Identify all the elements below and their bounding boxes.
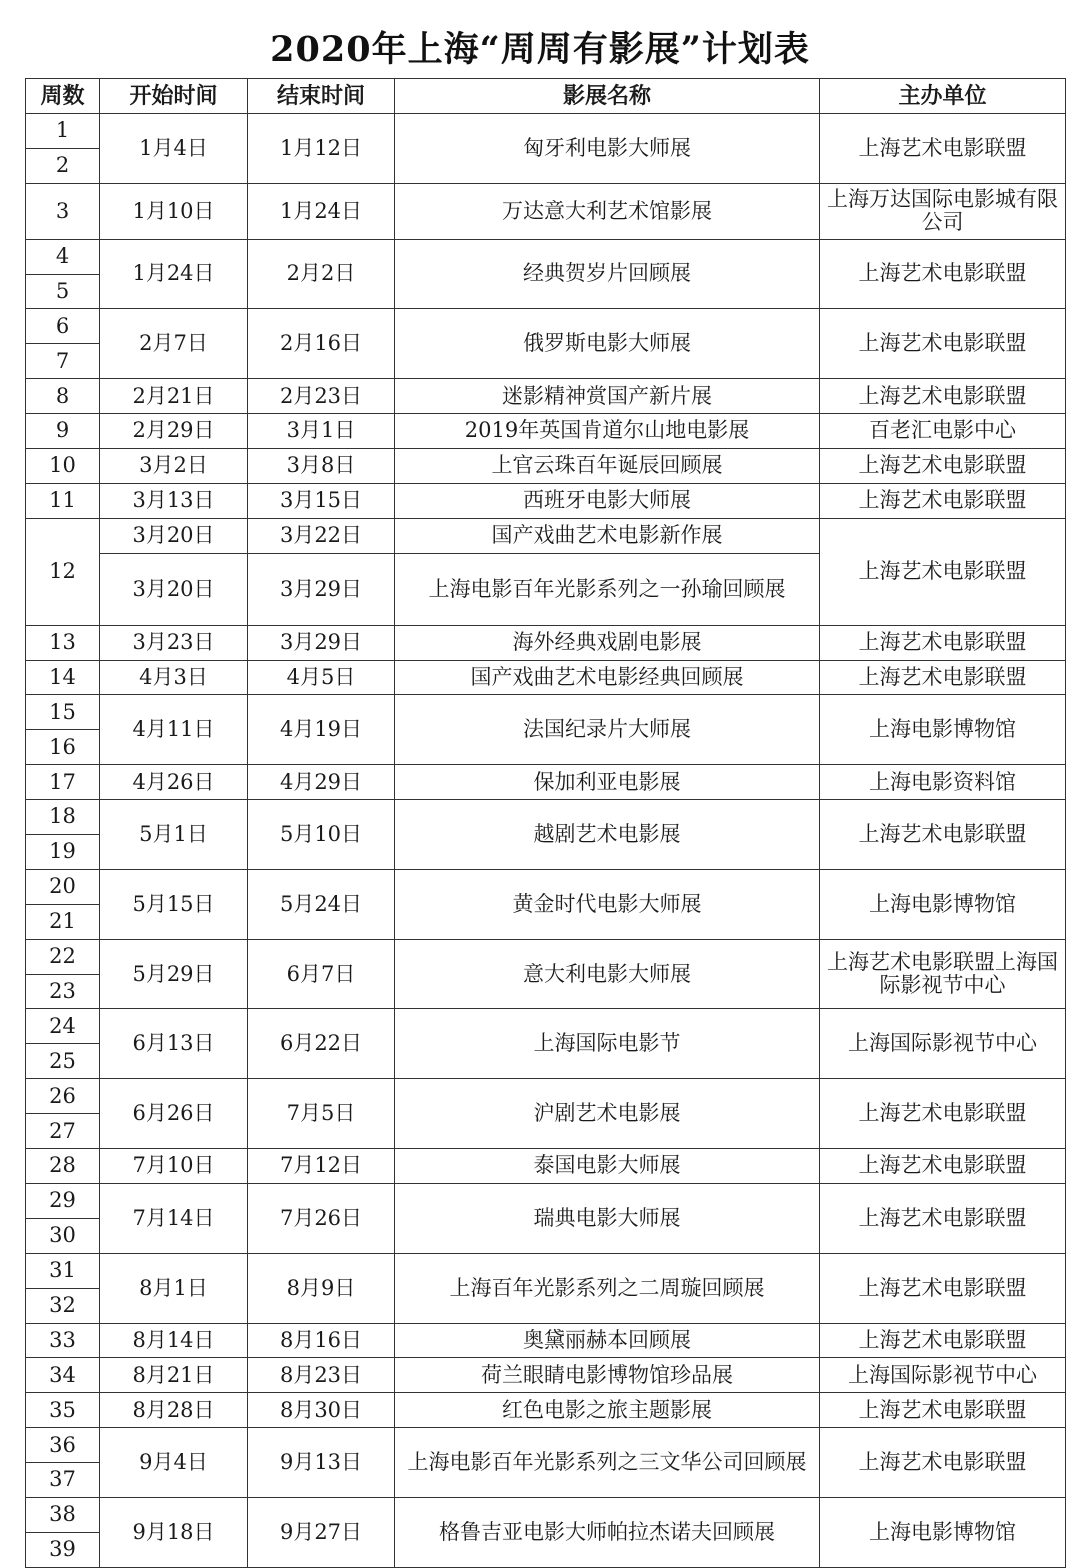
end-cell: 8月9日 bbox=[248, 1253, 395, 1323]
week-cell: 14 bbox=[26, 660, 100, 695]
end-cell: 2月2日 bbox=[248, 239, 395, 309]
week-cell: 13 bbox=[26, 625, 100, 660]
week-cell: 29 bbox=[26, 1183, 100, 1218]
organizer-cell: 上海艺术电影联盟 bbox=[820, 449, 1066, 484]
page-title: 2020年上海“周周有影展”计划表 bbox=[270, 29, 810, 70]
week-cell: 6 bbox=[26, 309, 100, 344]
table-row bbox=[26, 695, 1066, 730]
start-cell: 9月4日 bbox=[100, 1428, 248, 1498]
festival-name-cell: 上海国际电影节 bbox=[395, 1009, 820, 1079]
organizer-cell: 上海艺术电影联盟 bbox=[820, 483, 1066, 518]
start-cell: 7月14日 bbox=[100, 1183, 248, 1253]
week-cell: 17 bbox=[26, 765, 100, 800]
schedule-table bbox=[25, 78, 1066, 1568]
start-cell: 2月7日 bbox=[100, 309, 248, 379]
festival-name-cell: 国产戏曲艺术电影新作展 bbox=[395, 518, 820, 553]
end-cell: 1月24日 bbox=[248, 183, 395, 239]
week-cell: 7 bbox=[26, 344, 100, 379]
end-cell: 7月5日 bbox=[248, 1079, 395, 1149]
festival-name-cell: 上海百年光影系列之二周璇回顾展 bbox=[395, 1253, 820, 1323]
week-cell: 26 bbox=[26, 1079, 100, 1114]
festival-name-cell: 瑞典电影大师展 bbox=[395, 1183, 820, 1253]
festival-name-cell: 保加利亚电影展 bbox=[395, 765, 820, 800]
week-cell: 12 bbox=[26, 518, 100, 625]
start-cell: 5月29日 bbox=[100, 939, 248, 1009]
organizer-cell: 百老汇电影中心 bbox=[820, 414, 1066, 449]
start-cell: 8月28日 bbox=[100, 1393, 248, 1428]
header-week: 周数 bbox=[26, 79, 100, 114]
organizer-cell: 上海艺术电影联盟 bbox=[820, 1183, 1066, 1253]
end-cell: 8月30日 bbox=[248, 1393, 395, 1428]
week-cell: 32 bbox=[26, 1288, 100, 1323]
week-cell: 19 bbox=[26, 835, 100, 870]
week-cell: 18 bbox=[26, 800, 100, 835]
festival-name-cell: 法国纪录片大师展 bbox=[395, 695, 820, 765]
end-cell: 3月1日 bbox=[248, 414, 395, 449]
week-cell: 16 bbox=[26, 730, 100, 765]
start-cell: 8月1日 bbox=[100, 1253, 248, 1323]
table-row bbox=[26, 869, 1066, 904]
festival-name-cell: 红色电影之旅主题影展 bbox=[395, 1393, 820, 1428]
week-cell: 39 bbox=[26, 1532, 100, 1567]
week-cell: 33 bbox=[26, 1323, 100, 1358]
organizer-cell: 上海电影博物馆 bbox=[820, 869, 1066, 939]
table-row bbox=[26, 309, 1066, 344]
festival-name-cell: 俄罗斯电影大师展 bbox=[395, 309, 820, 379]
week-cell: 36 bbox=[26, 1428, 100, 1463]
organizer-cell: 上海艺术电影联盟 bbox=[820, 660, 1066, 695]
organizer-cell: 上海万达国际电影城有限公司 bbox=[820, 183, 1066, 239]
week-cell: 25 bbox=[26, 1044, 100, 1079]
start-cell: 4月3日 bbox=[100, 660, 248, 695]
header-start: 开始时间 bbox=[100, 79, 248, 114]
festival-name-cell: 匈牙利电影大师展 bbox=[395, 113, 820, 183]
end-cell: 3月15日 bbox=[248, 483, 395, 518]
week-cell: 5 bbox=[26, 274, 100, 309]
start-cell: 6月26日 bbox=[100, 1079, 248, 1149]
start-cell: 8月21日 bbox=[100, 1358, 248, 1393]
start-cell: 8月14日 bbox=[100, 1323, 248, 1358]
festival-name-cell: 西班牙电影大师展 bbox=[395, 483, 820, 518]
organizer-cell: 上海艺术电影联盟 bbox=[820, 239, 1066, 309]
festival-name-cell: 海外经典戏剧电影展 bbox=[395, 625, 820, 660]
start-cell: 3月20日 bbox=[100, 553, 248, 625]
week-cell: 8 bbox=[26, 379, 100, 414]
start-cell: 1月24日 bbox=[100, 239, 248, 309]
end-cell: 3月8日 bbox=[248, 449, 395, 484]
organizer-cell: 上海电影资料馆 bbox=[820, 765, 1066, 800]
week-cell: 31 bbox=[26, 1253, 100, 1288]
end-cell: 6月22日 bbox=[248, 1009, 395, 1079]
week-cell: 34 bbox=[26, 1358, 100, 1393]
end-cell: 3月29日 bbox=[248, 553, 395, 625]
table-row bbox=[26, 939, 1066, 974]
header-name: 影展名称 bbox=[395, 79, 820, 114]
festival-name-cell: 意大利电影大师展 bbox=[395, 939, 820, 1009]
organizer-cell: 上海艺术电影联盟 bbox=[820, 1323, 1066, 1358]
organizer-cell: 上海艺术电影联盟 bbox=[820, 1079, 1066, 1149]
festival-name-cell: 迷影精神赏国产新片展 bbox=[395, 379, 820, 414]
festival-name-cell: 国产戏曲艺术电影经典回顾展 bbox=[395, 660, 820, 695]
table-row bbox=[26, 379, 1066, 414]
table-header-row bbox=[26, 79, 1066, 114]
end-cell: 5月24日 bbox=[248, 869, 395, 939]
festival-name-cell: 万达意大利艺术馆影展 bbox=[395, 183, 820, 239]
start-cell: 7月10日 bbox=[100, 1149, 248, 1184]
organizer-cell: 上海艺术电影联盟 bbox=[820, 800, 1066, 870]
organizer-cell: 上海国际影视节中心 bbox=[820, 1358, 1066, 1393]
header-end: 结束时间 bbox=[248, 79, 395, 114]
table-row bbox=[26, 1428, 1066, 1463]
end-cell: 4月19日 bbox=[248, 695, 395, 765]
organizer-cell: 上海艺术电影联盟 bbox=[820, 1393, 1066, 1428]
organizer-cell: 上海电影博物馆 bbox=[820, 695, 1066, 765]
end-cell: 1月12日 bbox=[248, 113, 395, 183]
festival-name-cell: 2019年英国肯道尔山地电影展 bbox=[395, 414, 820, 449]
week-cell: 20 bbox=[26, 869, 100, 904]
table-row bbox=[26, 518, 1066, 553]
end-cell: 2月23日 bbox=[248, 379, 395, 414]
start-cell: 3月13日 bbox=[100, 483, 248, 518]
end-cell: 8月16日 bbox=[248, 1323, 395, 1358]
table-row bbox=[26, 414, 1066, 449]
week-cell: 38 bbox=[26, 1497, 100, 1532]
table-row bbox=[26, 765, 1066, 800]
table-row bbox=[26, 1323, 1066, 1358]
week-cell: 1 bbox=[26, 113, 100, 148]
end-cell: 4月5日 bbox=[248, 660, 395, 695]
week-cell: 23 bbox=[26, 974, 100, 1009]
start-cell: 5月15日 bbox=[100, 869, 248, 939]
end-cell: 8月23日 bbox=[248, 1358, 395, 1393]
start-cell: 3月20日 bbox=[100, 518, 248, 553]
table-row bbox=[26, 1497, 1066, 1532]
table-row bbox=[26, 113, 1066, 148]
organizer-cell: 上海艺术电影联盟 bbox=[820, 113, 1066, 183]
start-cell: 1月4日 bbox=[100, 113, 248, 183]
organizer-cell: 上海艺术电影联盟上海国际影视节中心 bbox=[820, 939, 1066, 1009]
end-cell: 3月22日 bbox=[248, 518, 395, 553]
festival-name-cell: 泰国电影大师展 bbox=[395, 1149, 820, 1184]
start-cell: 6月13日 bbox=[100, 1009, 248, 1079]
start-cell: 4月26日 bbox=[100, 765, 248, 800]
organizer-cell: 上海艺术电影联盟 bbox=[820, 1428, 1066, 1498]
organizer-cell: 上海艺术电影联盟 bbox=[820, 309, 1066, 379]
week-cell: 10 bbox=[26, 449, 100, 484]
table-row bbox=[26, 1253, 1066, 1288]
festival-name-cell: 上海电影百年光影系列之一孙瑜回顾展 bbox=[395, 553, 820, 625]
start-cell: 2月21日 bbox=[100, 379, 248, 414]
table-row bbox=[26, 1183, 1066, 1218]
festival-name-cell: 黄金时代电影大师展 bbox=[395, 869, 820, 939]
week-cell: 30 bbox=[26, 1218, 100, 1253]
festival-name-cell: 上官云珠百年诞辰回顾展 bbox=[395, 449, 820, 484]
table-row bbox=[26, 800, 1066, 835]
week-cell: 4 bbox=[26, 239, 100, 274]
festival-name-cell: 上海电影百年光影系列之三文华公司回顾展 bbox=[395, 1428, 820, 1498]
week-cell: 27 bbox=[26, 1114, 100, 1149]
week-cell: 21 bbox=[26, 904, 100, 939]
end-cell: 4月29日 bbox=[248, 765, 395, 800]
festival-name-cell: 经典贺岁片回顾展 bbox=[395, 239, 820, 309]
end-cell: 5月10日 bbox=[248, 800, 395, 870]
start-cell: 3月2日 bbox=[100, 449, 248, 484]
organizer-cell: 上海艺术电影联盟 bbox=[820, 1149, 1066, 1184]
end-cell: 9月27日 bbox=[248, 1497, 395, 1567]
table-row bbox=[26, 1079, 1066, 1114]
end-cell: 6月7日 bbox=[248, 939, 395, 1009]
end-cell: 2月16日 bbox=[248, 309, 395, 379]
week-cell: 35 bbox=[26, 1393, 100, 1428]
table-row bbox=[26, 183, 1066, 239]
organizer-cell: 上海艺术电影联盟 bbox=[820, 1253, 1066, 1323]
start-cell: 1月10日 bbox=[100, 183, 248, 239]
end-cell: 7月26日 bbox=[248, 1183, 395, 1253]
organizer-cell: 上海国际影视节中心 bbox=[820, 1009, 1066, 1079]
festival-name-cell: 越剧艺术电影展 bbox=[395, 800, 820, 870]
week-cell: 15 bbox=[26, 695, 100, 730]
week-cell: 22 bbox=[26, 939, 100, 974]
organizer-cell: 上海艺术电影联盟 bbox=[820, 379, 1066, 414]
end-cell: 7月12日 bbox=[248, 1149, 395, 1184]
start-cell: 5月1日 bbox=[100, 800, 248, 870]
start-cell: 4月11日 bbox=[100, 695, 248, 765]
week-cell: 28 bbox=[26, 1149, 100, 1184]
table-row bbox=[26, 1393, 1066, 1428]
start-cell: 9月18日 bbox=[100, 1497, 248, 1567]
festival-name-cell: 荷兰眼睛电影博物馆珍品展 bbox=[395, 1358, 820, 1393]
organizer-cell: 上海艺术电影联盟 bbox=[820, 625, 1066, 660]
week-cell: 24 bbox=[26, 1009, 100, 1044]
week-cell: 37 bbox=[26, 1463, 100, 1498]
week-cell: 9 bbox=[26, 414, 100, 449]
table-row bbox=[26, 660, 1066, 695]
header-org: 主办单位 bbox=[820, 79, 1066, 114]
end-cell: 3月29日 bbox=[248, 625, 395, 660]
start-cell: 2月29日 bbox=[100, 414, 248, 449]
week-cell: 3 bbox=[26, 183, 100, 239]
start-cell: 3月23日 bbox=[100, 625, 248, 660]
week-cell: 11 bbox=[26, 483, 100, 518]
table-row bbox=[26, 1358, 1066, 1393]
organizer-cell: 上海艺术电影联盟 bbox=[820, 518, 1066, 625]
festival-name-cell: 沪剧艺术电影展 bbox=[395, 1079, 820, 1149]
table-row bbox=[26, 239, 1066, 274]
festival-name-cell: 奥黛丽赫本回顾展 bbox=[395, 1323, 820, 1358]
table-row bbox=[26, 483, 1066, 518]
week-cell: 2 bbox=[26, 148, 100, 183]
table-row bbox=[26, 1149, 1066, 1184]
table-row bbox=[26, 1009, 1066, 1044]
end-cell: 9月13日 bbox=[248, 1428, 395, 1498]
table-row bbox=[26, 449, 1066, 484]
table-row bbox=[26, 625, 1066, 660]
organizer-cell: 上海电影博物馆 bbox=[820, 1497, 1066, 1567]
festival-name-cell: 格鲁吉亚电影大师帕拉杰诺夫回顾展 bbox=[395, 1497, 820, 1567]
